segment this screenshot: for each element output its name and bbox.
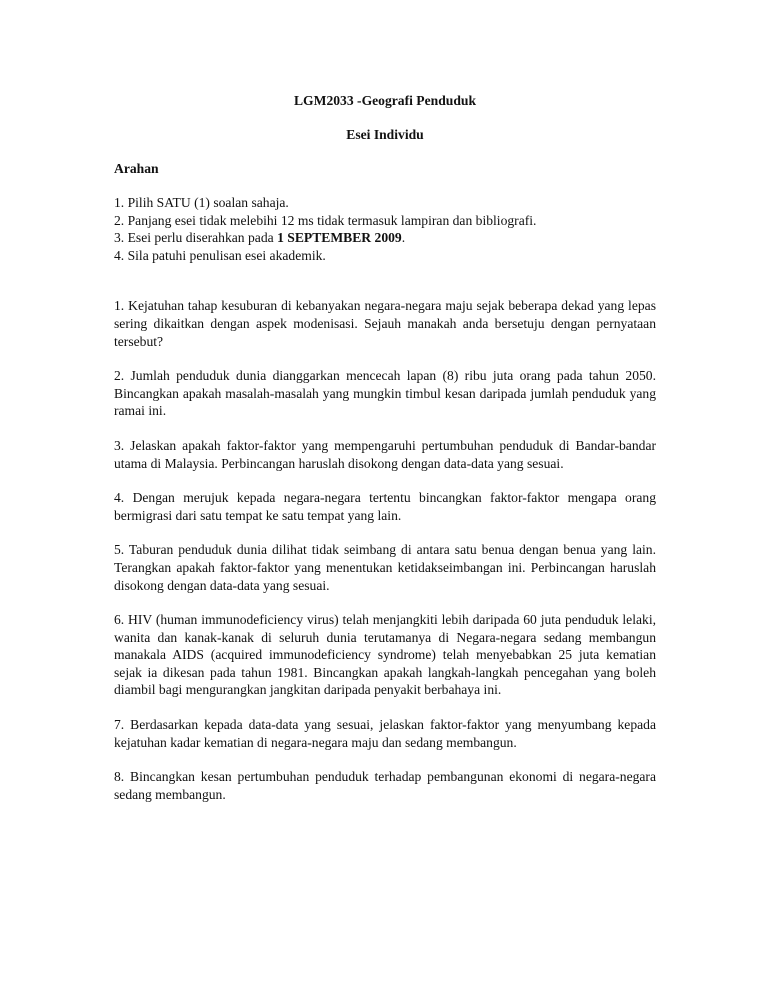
instruction-text: 3. Esei perlu diserahkan pada — [114, 230, 278, 246]
instruction-item — [114, 229, 656, 247]
instruction-item: 1. Pilih SATU (1) soalan sahaja. — [114, 195, 289, 210]
document-content — [114, 92, 656, 803]
question-item: 1. Kejatuhan tahap kesuburan di kebanyakan negara-negara maju sejak beberapa dekad yang lepas sering dikaitkan dengan aspek modenisasi. Sejauh manakah anda bersetuju dengan pernyataan tersebut? — [114, 298, 656, 349]
instructions-heading: Arahan — [114, 161, 159, 176]
document-title: LGM2033 -Geografi Penduduk — [293, 93, 476, 108]
question-item: 8. Bincangkan kesan pertumbuhan penduduk terhadap pembangunan ekonomi di negara-negara sedang membangun. — [114, 769, 656, 802]
instruction-item: 2. Panjang esei tidak melebihi 12 ms tidak termasuk lampiran dan bibliografi. — [114, 212, 537, 228]
instruction-item: 4. Sila patuhi penulisan esei akademik. — [114, 247, 326, 263]
instructions-list — [114, 194, 656, 264]
question-item: 5. Taburan penduduk dunia dilihat tidak seimbang di antara satu benua dengan benua yang lain. Terangkan apakah faktor-faktor yang menentukan ketidakseimbangan ini. Perbincangan haruslah disokong dengan data-data yang sesuai. — [114, 542, 656, 593]
question-item: 4. Dengan merujuk kepada negara-negara tertentu bincangkan faktor-faktor mengapa orang bermigrasi dari satu tempat ke satu tempat yang lain. — [114, 490, 656, 523]
question-item: 3. Jelaskan apakah faktor-faktor yang mempengaruhi pertumbuhan penduduk di Bandar-bandar utama di Malaysia. Perbincangan haruslah disokong dengan data-data yang sesuai. — [114, 437, 656, 471]
submission-date: 1 SEPTEMBER 2009 — [277, 230, 402, 246]
instruction-text: . — [401, 230, 406, 246]
question-item: 2. Jumlah penduduk dunia dianggarkan mencecah lapan (8) ribu juta orang pada tahun 2050. Bincangkan apakah masalah-masalah yang mungkin timbul kesan daripada jumlah penduduk yang ramai ini. — [114, 368, 656, 419]
document-subtitle: Esei Individu — [346, 127, 424, 142]
question-item: 6. HIV (human immunodeficiency virus) telah menjangkiti lebih daripada 60 juta penduduk lelaki, wanita dan kanak-kanak di seluruh dunia terutamanya di Negara-negara sedang membangun manakala AIDS (acquired immunodeficiency syndrome) telah menyebabkan 25 juta kematian sejak ia dikesan pada tahun 1981. Bincangkan apakah langkah-langkah pencegahan yang boleh diambil bagi mengurangkan jangkitan daripada penyakit berbahaya ini. — [114, 612, 656, 698]
questions-list — [114, 297, 656, 803]
question-item: 7. Berdasarkan kepada data-data yang sesuai, jelaskan faktor-faktor yang menyumbang kepada kejatuhan kadar kematian di negara-negara maju dan sedang membangun. — [114, 717, 656, 750]
